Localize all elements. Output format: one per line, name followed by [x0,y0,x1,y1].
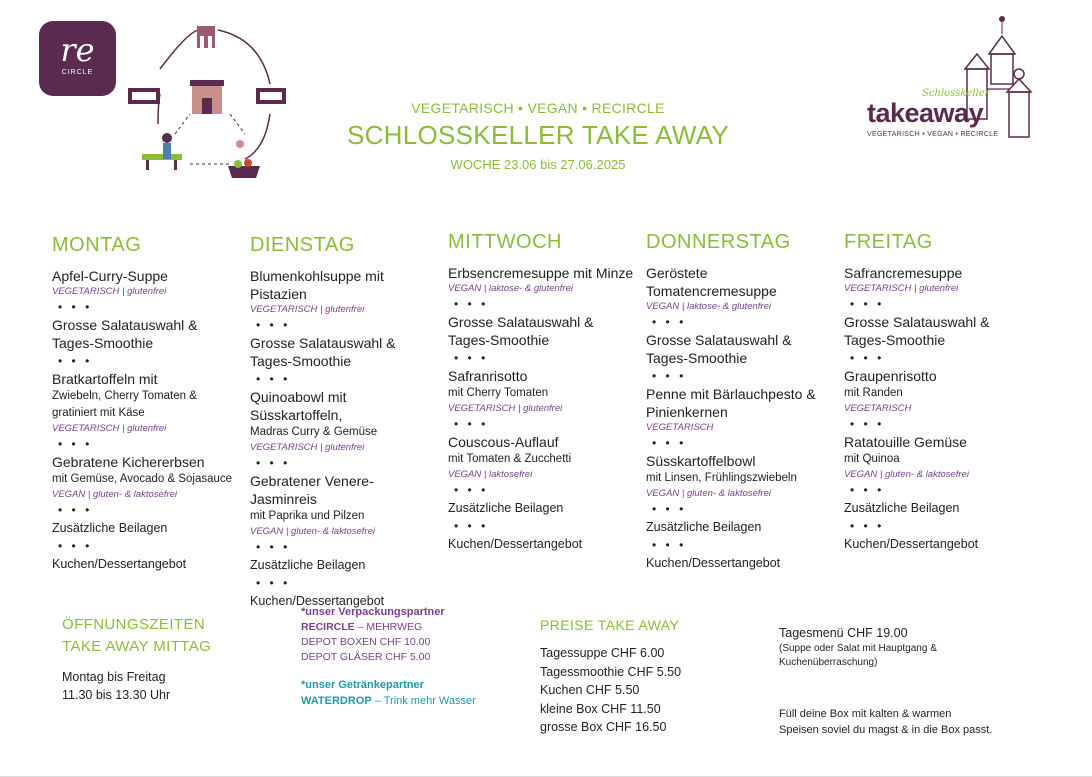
daily-menu-price: Tagesmenü CHF 19.00 [779,626,908,640]
fill-box-note [779,706,1059,738]
dish-tag: VEGAN | gluten- & laktosefrei [250,526,375,537]
separator-dots: • • • [850,483,885,497]
separator-dots: • • • [454,297,489,311]
dish-desc: mit Tomaten & Zucchetti [448,453,572,465]
dish [250,388,440,454]
dish-tag: VEGETARISCH | glutenfrei [52,286,167,297]
opening-hours [62,614,262,704]
logo-text: re [60,31,95,69]
day-title: DIENSTAG [250,234,355,256]
depot-boxes: DEPOT BOXEN CHF 10.00 [301,636,431,648]
separator-dots: • • • [850,297,885,311]
recircle-logo [39,21,116,96]
dish-name: Grosse Salatauswahl & Tages-Smoothie [250,335,396,369]
dish-name: Quinoabowl mit Süsskartoffeln, [250,389,347,423]
dessert: Kuchen/Dessertangebot [844,537,979,551]
dish-tag: VEGETARISCH | glutenfrei [250,442,365,453]
dish-name: Grosse Salatauswahl & Tages-Smoothie [844,314,990,348]
separator-dots: • • • [58,300,93,314]
separator-dots: • • • [58,539,93,553]
separator-dots: • • • [454,483,489,497]
dish [844,433,1034,481]
recircle-cycle-illustration [120,14,300,184]
dish-tag: VEGAN | laktose- & glutenfrei [646,301,771,312]
header [300,100,776,172]
depot-glasses: DEPOT GLÄSER CHF 5.00 [301,651,431,663]
dish-desc: mit Paprika und Pilzen [250,510,365,522]
separator-dots: • • • [58,354,93,368]
dish-desc: mit Randen [844,387,903,399]
dish [646,385,836,434]
hours-title: ÖFFNUNGSZEITEN [62,616,206,633]
dessert: Kuchen/Dessertangebot [250,594,385,608]
dish-tag: VEGETARISCH | glutenfrei [52,423,167,434]
dish-name: Bratkartoffeln mit [52,371,158,387]
dish-name: Safranrisotto [448,368,528,384]
dish [250,472,440,538]
dish-tag: VEGETARISCH | glutenfrei [448,403,563,414]
dish [448,264,638,295]
side-dishes: Zusätzliche Beilagen [844,501,960,515]
dish [646,452,836,500]
dish-desc: Zwiebeln, Cherry Tomaten & gratiniert mit Käse [52,390,197,419]
day-wednesday [448,231,638,553]
packaging-partner-heading: *unser Verpackungspartner [301,606,445,618]
header-tagline: VEGETARISCH • VEGAN • RECIRCLE [411,100,665,116]
dish-name: Penne mit Bärlauchpesto & Pinienkernen [646,386,816,420]
drink-partner-heading: *unser Getränkepartner [301,679,424,691]
recircle-name: RECIRCLE [301,621,355,633]
dish-name: Graupenrisotto [844,368,937,384]
schlosskeller-takeaway-logo [862,14,1042,144]
menu-info [779,624,1059,738]
dish [52,316,242,352]
dessert: Kuchen/Dessertangebot [448,537,583,551]
dessert: Kuchen/Dessertangebot [52,557,187,571]
logo-sub: CIRCLE [61,69,94,76]
price-item: Tagessmoothie CHF 5.50 [540,664,682,679]
separator-dots: • • • [256,576,291,590]
dish-name: Süsskartoffelbowl [646,453,756,469]
dish [250,334,440,370]
separator-dots: • • • [652,502,687,516]
dish-name: Safrancremesuppe [844,265,963,281]
hours-time: 11.30 bis 13.30 Uhr [62,688,171,702]
dish-name: Blumenkohlsuppe mit Pistazien [250,268,384,302]
side-dishes: Zusätzliche Beilagen [646,520,762,534]
partners [301,604,521,709]
dish-desc: mit Gemüse, Avocado & Sojasauce [52,473,233,485]
price-item: Tagessuppe CHF 6.00 [540,646,665,660]
dish-tag: VEGAN | gluten- & laktosefrei [844,469,969,480]
brand-name: takeaway [867,98,984,128]
price-item: grosse Box CHF 16.50 [540,720,667,734]
dish [844,367,1034,415]
day-friday [844,231,1034,553]
day-tuesday [250,234,440,610]
day-title: FREITAG [844,231,933,253]
dish-tag: VEGETARISCH | glutenfrei [250,304,365,315]
dish-name: Gebratener Venere-Jasminreis [250,473,374,507]
separator-dots: • • • [850,351,885,365]
dish-name: Grosse Salatauswahl & Tages-Smoothie [52,317,198,351]
separator-dots: • • • [454,351,489,365]
separator-dots: • • • [652,369,687,383]
day-title: MITTWOCH [448,231,562,253]
dish [52,267,242,298]
day-thursday [646,231,836,572]
dish [844,313,1034,349]
separator-dots: • • • [256,456,291,470]
dish [448,313,638,349]
dish-name: Geröstete Tomatencremesuppe [646,265,777,299]
daily-menu-desc-2: Kuchenüberraschung) [779,657,878,668]
dish-name: Grosse Salatauswahl & Tages-Smoothie [448,314,594,348]
price-item: kleine Box CHF 11.50 [540,701,661,716]
separator-dots: • • • [850,519,885,533]
day-title: DONNERSTAG [646,231,791,253]
dish [448,367,638,415]
separator-dots: • • • [256,318,291,332]
dish-tag: VEGAN | gluten- & laktosefrei [646,488,771,499]
dish [52,370,242,435]
separator-dots: • • • [58,503,93,517]
week-range: WOCHE 23.06 bis 27.06.2025 [450,157,626,172]
separator-dots: • • • [58,437,93,451]
dish [844,264,1034,295]
brand-script: Schlosskeller [922,88,990,99]
side-dishes: Zusätzliche Beilagen [448,501,564,515]
dish [646,264,836,313]
hours-subtitle: TAKE AWAY MITTAG [62,638,212,655]
dish-name: Erbsencremesuppe mit Minze [448,265,634,281]
recircle-desc: – MEHRWEG [354,621,423,633]
fill-box-line-2: Speisen soviel du magst & in die Box passt. [779,724,993,736]
separator-dots: • • • [652,315,687,329]
separator-dots: • • • [454,519,489,533]
waterdrop-desc: – Trink mehr Wasser [371,695,476,707]
dish-desc: Madras Curry & Gemüse [250,426,378,438]
separator-dots: • • • [256,372,291,386]
separator-dots: • • • [256,540,291,554]
day-title: MONTAG [52,234,142,256]
dish-tag: VEGAN | laktosefrei [448,469,533,480]
dish [250,267,440,316]
dessert: Kuchen/Dessertangebot [646,556,781,570]
brand-sub: VEGETARISCH • VEGAN • RECIRCLE [867,131,999,138]
dish-tag: VEGETARISCH [646,422,714,433]
dish-desc: mit Cherry Tomaten [448,387,549,399]
dish-name: Gebratene Kichererbsen [52,454,205,470]
prices [540,614,760,737]
dish [52,453,242,501]
dish-tag: VEGAN | gluten- & laktosefrei [52,489,177,500]
dish-name: Grosse Salatauswahl & Tages-Smoothie [646,332,792,366]
separator-dots: • • • [652,436,687,450]
waterdrop-line [301,693,521,709]
prices-title: PREISE TAKE AWAY [540,617,680,633]
separator-dots: • • • [652,538,687,552]
dish-tag: VEGETARISCH [844,403,912,414]
recircle-line [301,620,521,635]
day-monday [52,234,242,573]
side-dishes: Zusätzliche Beilagen [250,558,366,572]
daily-menu-desc: (Suppe oder Salat mit Hauptgang & [779,643,937,654]
dish-tag: VEGETARISCH | glutenfrei [844,283,959,294]
waterdrop-name: WATERDROP [301,695,372,707]
dish-name: Couscous-Auflauf [448,434,559,450]
fill-box-line-1: Füll deine Box mit kalten & warmen [779,708,952,720]
hours-days: Montag bis Freitag [62,670,166,684]
price-item: Kuchen CHF 5.50 [540,683,640,697]
dish-name: Ratatouille Gemüse [844,434,967,450]
page-title: SCHLOSSKELLER TAKE AWAY [346,120,730,150]
dish-desc: mit Quinoa [844,453,900,465]
dish-desc: mit Linsen, Frühlingszwiebeln [646,472,797,484]
dish [646,331,836,367]
dish-tag: VEGAN | laktose- & glutenfrei [448,283,573,294]
separator-dots: • • • [850,417,885,431]
dish-name: Apfel-Curry-Suppe [52,268,168,284]
separator-dots: • • • [454,417,489,431]
side-dishes: Zusätzliche Beilagen [52,521,168,535]
dish [448,433,638,481]
